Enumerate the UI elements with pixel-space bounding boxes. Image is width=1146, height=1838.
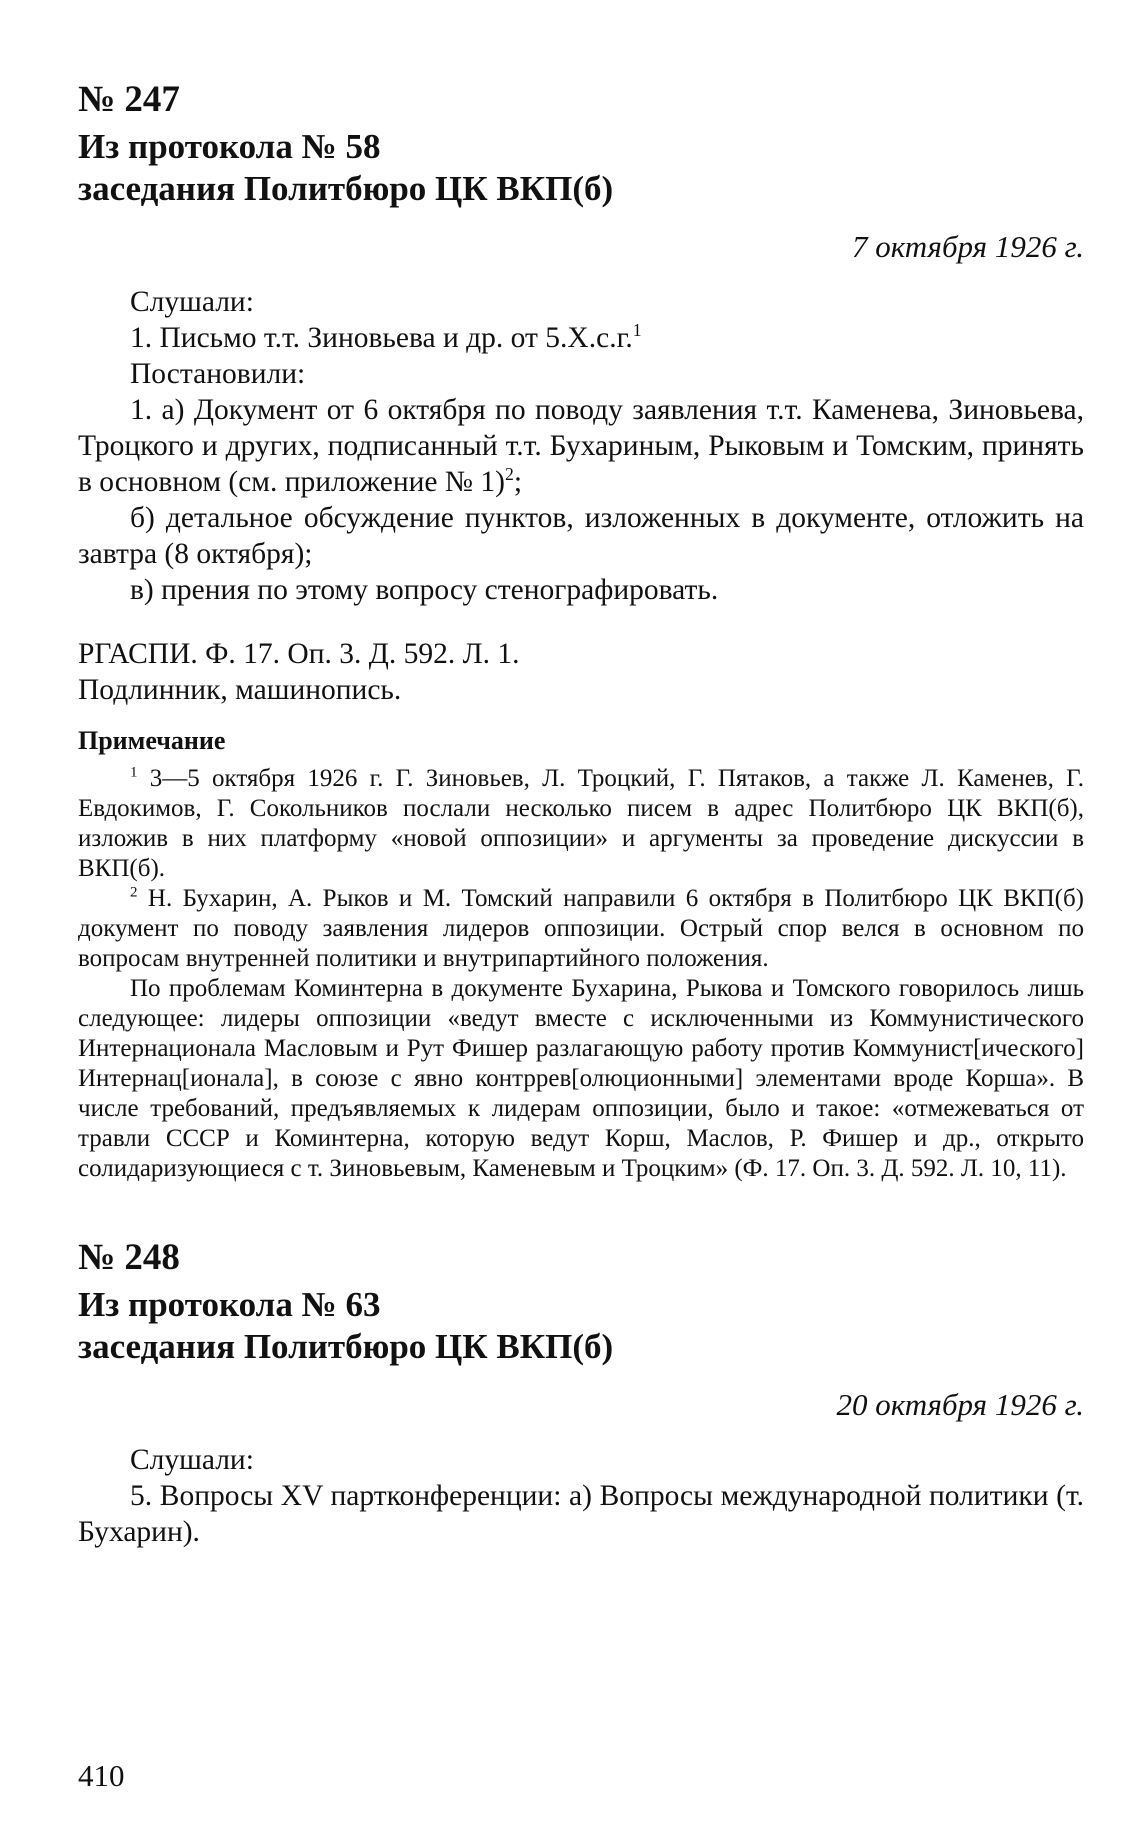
doc-date-248: 20 октября 1926 г. (836, 1387, 1084, 1422)
notes-heading: Примечание (78, 726, 226, 755)
heard-item: 5. Вопросы XV партконференции: а) Вопросы международной политики (т. Бухарин). (78, 1480, 1084, 1548)
decision-a: 1. а) Документ от 6 октября по поводу заявления т.т. Каменева, Зиновьева, Троцкого и других, подписанный т.т. Бухариным, Рыковым и Томским, принять в основном (см. приложение № 1)$^2$; (78, 394, 1084, 498)
heard-item: 1. Письмо т.т. Зиновьева и др. от 5.X.с.г.$^1$ (130, 320, 642, 354)
doc-title-line1: Из протокола № 63 (78, 1285, 381, 1324)
notes (78, 764, 1084, 1184)
note-2: $^2$ Н. Бухарин, А. Рыков и М. Томский направили 6 октября в Политбюро ЦК ВКП(б) документ по поводу заявления лидеров оппозиции. Острый спор велся в основном по вопросам внутренней политики и внутрипартийного положения. (78, 884, 1084, 972)
heard-label: Слушали: (130, 1444, 254, 1476)
doc-number-248: № 248 (78, 1237, 180, 1278)
doc-title-247 (78, 126, 1084, 210)
page-number: 410 (78, 1758, 125, 1793)
decided-label: Постановили: (130, 358, 306, 390)
doc-number-247: № 247 (78, 79, 180, 120)
archive-note: Подлинник, машинопись. (78, 674, 402, 706)
note-1: $^1$ 3—5 октября 1926 г. Г. Зиновьев, Л. Троцкий, Г. Пятаков, а также Л. Каменев, Г. Евдокимов, Г. Сокольников послали несколько писем в адрес Политбюро ЦК ВКП(б), изложив в них платформу «новой оппозиции» и аргументы за проведение дискуссии в ВКП(б). (78, 764, 1084, 882)
note-2-continuation: По проблемам Коминтерна в документе Бухарина, Рыкова и Томского говорилось лишь следующее: лидеры оппозиции «ведут вместе с исключенными из Коммунистического Интернационала Масловым и Рут Фишер разлагающую работу против Коммунист[ического] Интернац[ионала], в союзе с явно контррев[олюционными] элементами вроде Корша». В числе требований, предъявляемых к лидерам оппозиции, было и такое: «отмежеваться от травли СССР и Коминтерна, которую ведут Корш, Маслов, Р. Фишер и др., открыто солидаризующиеся с т. Зиновьевым, Каменевым и Троцким» (Ф. 17. Оп. 3. Д. 592. Л. 10, 11). (78, 975, 1084, 1182)
heard-label: Слушали: (130, 286, 254, 318)
decision-b: б) детальное обсуждение пунктов, изложенных в документе, отложить на завтра (8 октября); (78, 502, 1084, 570)
doc-body-248 (78, 1442, 1084, 1550)
doc-date-247: 7 октября 1926 г. (851, 229, 1084, 264)
doc-title-248 (78, 1284, 1084, 1368)
note-marker: 1 (130, 764, 138, 781)
doc-title-line1: Из протокола № 58 (78, 127, 381, 166)
doc-title-line2: заседания Политбюро ЦК ВКП(б) (78, 169, 614, 208)
note-marker: 2 (130, 884, 138, 901)
footnote-ref: 2 (505, 464, 514, 485)
footnote-ref: 1 (632, 320, 642, 341)
decision-c: в) прения по этому вопросу стенографировать. (130, 574, 719, 606)
doc-body-247 (78, 284, 1084, 608)
archive-reference: РГАСПИ. Ф. 17. Оп. 3. Д. 592. Л. 1. (78, 638, 520, 670)
doc-title-line2: заседания Политбюро ЦК ВКП(б) (78, 1327, 614, 1366)
document-page (78, 70, 1084, 1550)
